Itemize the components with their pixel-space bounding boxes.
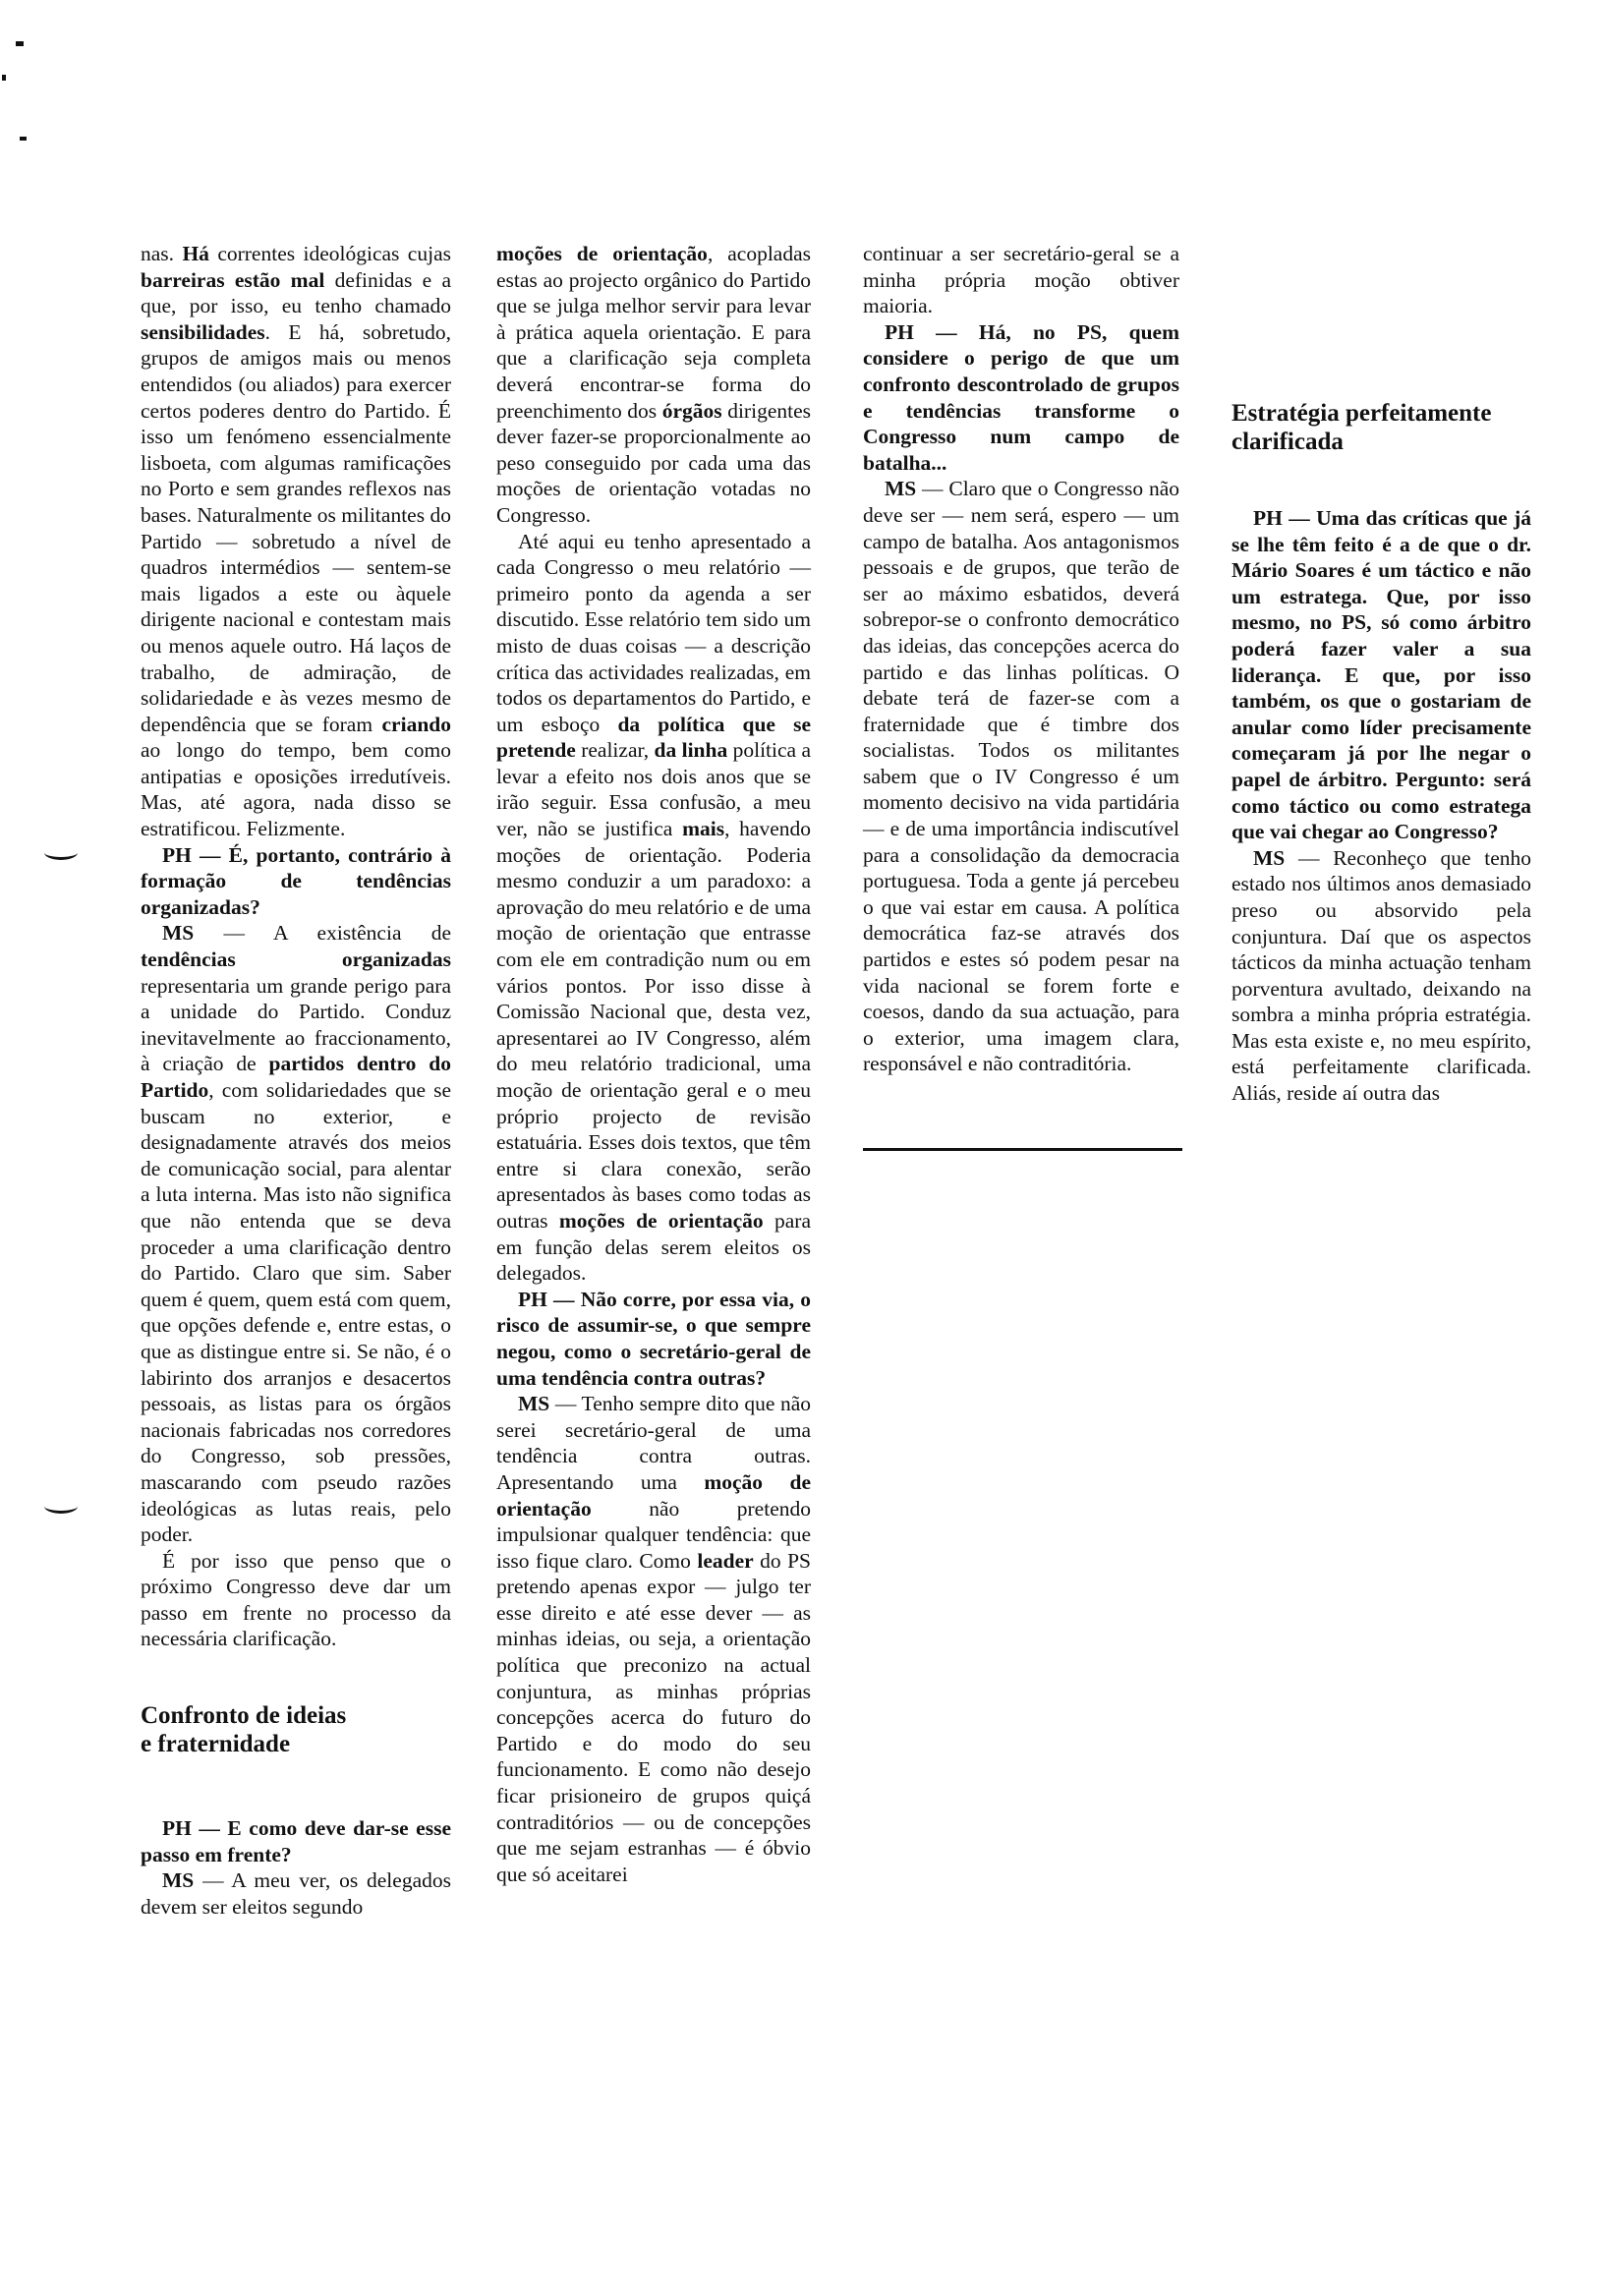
article-column-1 bbox=[141, 241, 451, 1920]
paragraph: PH — E como deve dar-se esse passo em frente? bbox=[141, 1816, 451, 1866]
column-end-rule bbox=[863, 1148, 1182, 1151]
heading-line: clarificada bbox=[1232, 429, 1344, 455]
paragraph: PH — Uma das críticas que já se lhe têm feito é a de que o dr. Mário Soares é um táctico e não um estratega. Que, por isso mesmo, no PS, só como árbitro poderá fazer valer a sua liderança. E que, por isso também, os que o gostariam de anular como líder precisamente começaram já por lhe negar o papel de árbitro. Pergunto: será como táctico ou como estratega que vai chegar ao Congresso? bbox=[1232, 506, 1531, 844]
article-column-3 bbox=[863, 241, 1179, 1077]
paragraph: continuar a ser secretário-geral se a minha própria moção obtiver maioria. bbox=[863, 242, 1179, 318]
section-heading-estrategia bbox=[1232, 399, 1531, 456]
paragraph: MS — Reconheço que tenho estado nos últimos anos demasiado preso ou absorvido pela conjuntura. Daí que os aspectos tácticos da minha actuação tenham porventura avultado, deixando na sombra a minha própria estratégia. Mas esta existe e, no meu espírito, está perfeitamente clarificada. Aliás, reside aí outra das bbox=[1232, 845, 1531, 1106]
paragraph: moções de orientação, acopladas estas ao projecto orgânico do Partido que se julga melhor servir para levar à prática aquela orientação. E para que a clarificação seja completa deverá encontrar-se forma do preenchimento dos órgãos dirigentes dever fazer-se proporcionalmente ao peso conseguido por cada uma das moções de orientação votadas no Congresso. bbox=[496, 242, 811, 527]
paragraph: PH — Há, no PS, quem considere o perigo de que um confronto descontrolado de grupos e tendências transforme o Congresso num campo de batalha... bbox=[863, 319, 1179, 475]
paragraph: MS — A existência de tendências organizadas representaria um grande perigo para a unidade do Partido. Conduz inevitavelmente ao fraccionamento, à criação de partidos dentro do Partido, com solidariedades que se buscam no exterior, e designadamente através dos meios de comunicação social, para alentar a luta interna. Mas isto não significa que não entenda que se deva proceder a uma clarificação dentro do Partido. Claro que sim. Saber quem é quem, quem está com quem, que opções defende e, entre estas, o que as distingue entre si. Se não, é o labirinto dos arranjos e desacertos pessoais, as listas para os órgãos nacionais fabricadas nos corredores do Congresso, sob pressões, mascarando com pseudo razões ideológicas as lutas reais, pelo poder. bbox=[141, 921, 452, 1547]
paragraph: nas. Há correntes ideológicas cujas barreiras estão mal definidas e a que, por isso, eu tenho chamado sensibilidades. E há, sobretudo, grupos de amigos mais ou menos entendidos (ou aliados) para exercer certos poderes dentro do Partido. É isso um fenómeno essencialmente lisboeta, com algumas ramificações no Porto e sem grandes reflexos nas bases. Naturalmente os militantes do Partido — sobretudo a nível de quadros intermédios — sentem-se mais ligados a este ou àquele dirigente nacional e contestam mais ou menos aquele outro. Há laços de trabalho, de admiração, de solidariedade e às vezes mesmo de dependência que se foram criando ao longo do tempo, bem como antipatias e oposições irredutíveis. Mas, até agora, nada disso se estratificou. Felizmente. bbox=[141, 242, 451, 841]
paragraph: PH — É, portanto, contrário à formação de tendências organizadas? bbox=[141, 842, 451, 919]
paragraph: Até aqui eu tenho apresentado a cada Congresso o meu relatório — primeiro ponto da agenda a ser discutido. Esse relatório tem sido um misto de duas coisas — a descrição crítica das actividades realizadas, em todos os departamentos do Partido, e um esboço da política que se pretende realizar, da linha política a levar a efeito nos dois anos que se irão seguir. Essa confusão, a meu ver, não se justifica mais, havendo moções de orientação. Poderia mesmo conduzir a um paradoxo: a aprovação do meu relatório e de uma moção de orientação que entrasse com ele em contradição num ou em vários pontos. Por isso disse à Comissão Nacional que, desta vez, apresentarei ao IV Congresso, além do meu relatório tradicional, uma moção de orientação geral e o meu próprio projecto de revisão estatuária. Esses dois textos, que têm entre si clara conexão, serão apresentados às bases como todas as outras moções de orientação para em função delas serem eleitos os delegados. bbox=[496, 529, 812, 1286]
article-column-4 bbox=[1232, 399, 1531, 1107]
column-4-body bbox=[1232, 505, 1531, 1107]
margin-bracket bbox=[44, 845, 78, 860]
paragraph: MS — Tenho sempre dito que não serei secretário-geral de uma tendência contra outras. Apresentando uma moção de orientação não pretendo impulsionar qualquer tendência: que isso fique claro. Como leader do PS pretendo apenas expor — julgo ter esse direito e até esse dever — as minhas ideias, ou seja, a orientação política que preconizo na actual conjuntura, as minhas próprias concepções acerca do futuro do Partido e do modo do seu funcionamento. E como não desejo ficar prisioneiro de grupos quiçá contraditórios — ou de concepções que me sejam estranhas — é óbvio que só aceitarei bbox=[496, 1392, 812, 1886]
scan-mark bbox=[2, 75, 6, 81]
scan-mark bbox=[20, 137, 27, 141]
scan-mark bbox=[16, 41, 24, 46]
column-3-body bbox=[863, 241, 1179, 1077]
column-1-body bbox=[141, 241, 451, 1652]
column-2-body bbox=[496, 241, 811, 1887]
section-heading-confronto bbox=[141, 1701, 451, 1758]
heading-line: e fraternidade bbox=[141, 1731, 291, 1758]
paragraph: MS — Claro que o Congresso não deve ser — nem será, espero — um campo de batalha. Aos antagonismos pessoais e de grupos, que terão de ser ao máximo esbatidos, deverá sobrepor-se o confronto democrático das ideias, das concepções acerca do partido e das linhas políticas. O debate terá de fazer-se com a fraternidade que é timbre dos socialistas. Todos os militantes sabem que o IV Congresso é um momento decisivo na vida partidária — e de uma importância indiscutível para a consolidação da democracia portuguesa. Toda a gente já percebeu o que vai estar em causa. A política democrática faz-se através dos partidos e estes só podem pesar na vida nacional se forem forte e coesos, dando da sua actuação, para o exterior, uma imagem clara, responsável e não contraditória. bbox=[863, 477, 1179, 1076]
paragraph: MS — A meu ver, os delegados devem ser eleitos segundo bbox=[141, 1868, 451, 1919]
heading-line: Estratégia perfeitamente bbox=[1232, 400, 1492, 427]
heading-line: Confronto de ideias bbox=[141, 1702, 347, 1730]
margin-bracket bbox=[44, 1499, 78, 1514]
paragraph: É por isso que penso que o próximo Congresso deve dar um passo em frente no processo da necessária clarificação. bbox=[141, 1548, 451, 1651]
column-1-after-heading bbox=[141, 1815, 451, 1920]
article-column-2 bbox=[496, 241, 811, 1887]
paragraph: PH — Não corre, por essa via, o risco de assumir-se, o que sempre negou, como o secretário-geral de uma tendência contra outras? bbox=[496, 1287, 811, 1390]
